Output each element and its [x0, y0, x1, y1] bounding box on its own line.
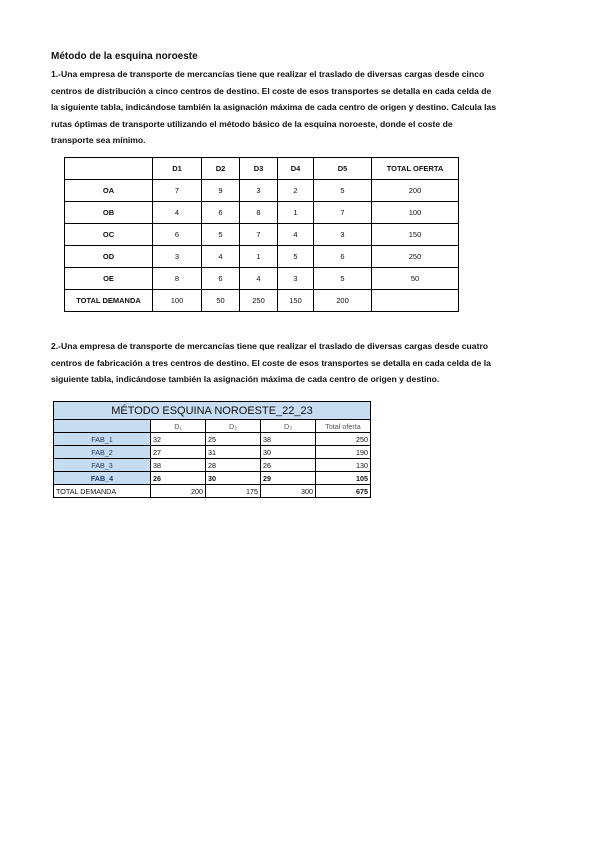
problem-2-line-1: 2.-Una empresa de transporte de mercancías tiene que realizar el traslado de diversas cargas desde cuatro	[51, 341, 489, 351]
header-cell: D3	[240, 158, 278, 180]
table-cell: 130	[316, 459, 371, 472]
header-cell	[54, 420, 151, 433]
table-cell: 175	[206, 485, 261, 498]
table-cell	[372, 290, 459, 312]
table-cell: 6	[202, 268, 240, 290]
problem-1-line-4: rutas óptimas de transporte utilizando el método básico de la esquina noroeste, donde el coste de	[51, 118, 453, 129]
header-cell: D2	[202, 158, 240, 180]
table-cell: 9	[202, 180, 240, 202]
table-cell: 250	[372, 246, 459, 268]
row-label: OD	[65, 246, 153, 268]
row-label: FAB_1	[54, 433, 151, 446]
table-2-title: MÉTODO ESQUINA NOROESTE_22_23	[54, 402, 371, 420]
table-cell: 38	[261, 433, 316, 446]
table-cell: 50	[372, 268, 459, 290]
row-label: TOTAL DEMANDA	[54, 485, 151, 498]
table-cell: 2	[278, 180, 314, 202]
table-cell: 100	[372, 202, 459, 224]
table-cell: 5	[202, 224, 240, 246]
row-label: OB	[65, 202, 153, 224]
section-1	[51, 50, 561, 149]
table-cell: 6	[202, 202, 240, 224]
problem-1-line-3: la siguiente tabla, indicándose también la asignación máxima de cada centro de origen y destino. Calcula las	[51, 102, 497, 113]
row-label: FAB_4	[54, 472, 151, 485]
table-cell: 31	[206, 446, 261, 459]
table-cell: 4	[240, 268, 278, 290]
table-cell: 3	[314, 224, 372, 246]
table-total-row	[65, 290, 459, 312]
header-cell: D₃	[261, 420, 316, 433]
row-label: TOTAL DEMANDA	[65, 290, 153, 312]
table-row	[65, 246, 459, 268]
table-row	[54, 433, 371, 446]
table-cell: 200	[372, 180, 459, 202]
header-cell: D₂	[206, 420, 261, 433]
table-cell: 7	[240, 224, 278, 246]
row-label: OC	[65, 224, 153, 246]
table-cell: 30	[261, 446, 316, 459]
header-cell: D5	[314, 158, 372, 180]
table-cell: 150	[278, 290, 314, 312]
table-cell: 675	[316, 485, 371, 498]
table-cell: 6	[153, 224, 202, 246]
table-row	[54, 446, 371, 459]
table-cell: 150	[372, 224, 459, 246]
table-cell: 8	[240, 202, 278, 224]
table-row	[65, 224, 459, 246]
cost-table-2	[53, 401, 371, 498]
row-label: FAB_2	[54, 446, 151, 459]
table-cell: 7	[153, 180, 202, 202]
row-label: OE	[65, 268, 153, 290]
table-cell: 1	[278, 202, 314, 224]
table-cell: 4	[153, 202, 202, 224]
table-cell: 38	[151, 459, 206, 472]
table-cell: 30	[206, 472, 261, 485]
table-cell: 6	[314, 246, 372, 268]
table-cell: 3	[240, 180, 278, 202]
header-cell: D4	[278, 158, 314, 180]
table-cell: 3	[278, 268, 314, 290]
table-cell: 27	[151, 446, 206, 459]
table-cell: 250	[316, 433, 371, 446]
page-title: Método de la esquina noroeste	[51, 51, 198, 62]
table-cell: 5	[314, 268, 372, 290]
table-cell: 100	[153, 290, 202, 312]
table-header-row	[54, 420, 371, 433]
table-cell: 26	[151, 472, 206, 485]
table-cell: 200	[314, 290, 372, 312]
problem-1-line-5: transporte sea mínimo.	[51, 135, 146, 146]
header-cell: D₁	[151, 420, 206, 433]
table-cell: 4	[202, 246, 240, 268]
table-cell: 29	[261, 472, 316, 485]
table-total-row	[54, 485, 371, 498]
row-label: FAB_3	[54, 459, 151, 472]
section-2	[51, 338, 561, 388]
table-cell: 1	[240, 246, 278, 268]
table-cell: 4	[278, 224, 314, 246]
table-cell: 26	[261, 459, 316, 472]
header-cell: TOTAL OFERTA	[372, 158, 459, 180]
table-row	[65, 180, 459, 202]
table-cell: 3	[153, 246, 202, 268]
row-label: OA	[65, 180, 153, 202]
problem-2-line-2: centros de fabricación a tres centros de destino. El coste de esos transportes se detalla en cada celda de la	[51, 357, 491, 368]
table-cell: 8	[153, 268, 202, 290]
table-cell: 32	[151, 433, 206, 446]
table-cell: 7	[314, 202, 372, 224]
table-header-row	[65, 158, 459, 180]
table-cell: 5	[314, 180, 372, 202]
table-cell: 28	[206, 459, 261, 472]
table-cell: 5	[278, 246, 314, 268]
cost-table-1	[64, 157, 459, 312]
problem-1-line-2: centros de distribución a cinco centros de destino. El coste de esos transportes se detalla en cada celda de	[51, 85, 492, 96]
table-cell: 190	[316, 446, 371, 459]
table-row	[54, 459, 371, 472]
problem-2-line-3: siguiente tabla, indicándose también la asignación máxima de cada centro de origen y destino.	[51, 374, 440, 385]
problem-1-line-1: 1.-Una empresa de transporte de mercancías tiene que realizar el traslado de diversas cargas desde cinco	[51, 69, 485, 79]
table-cell: 105	[316, 472, 371, 485]
header-cell: Total oferta	[316, 420, 371, 433]
table-cell: 250	[240, 290, 278, 312]
table-cell: 200	[151, 485, 206, 498]
table-cell: 25	[206, 433, 261, 446]
header-cell: D1	[153, 158, 202, 180]
table-cell: 50	[202, 290, 240, 312]
table-row	[54, 472, 371, 485]
table-cell: 300	[261, 485, 316, 498]
table-row	[65, 268, 459, 290]
header-cell	[65, 158, 153, 180]
table-row	[65, 202, 459, 224]
